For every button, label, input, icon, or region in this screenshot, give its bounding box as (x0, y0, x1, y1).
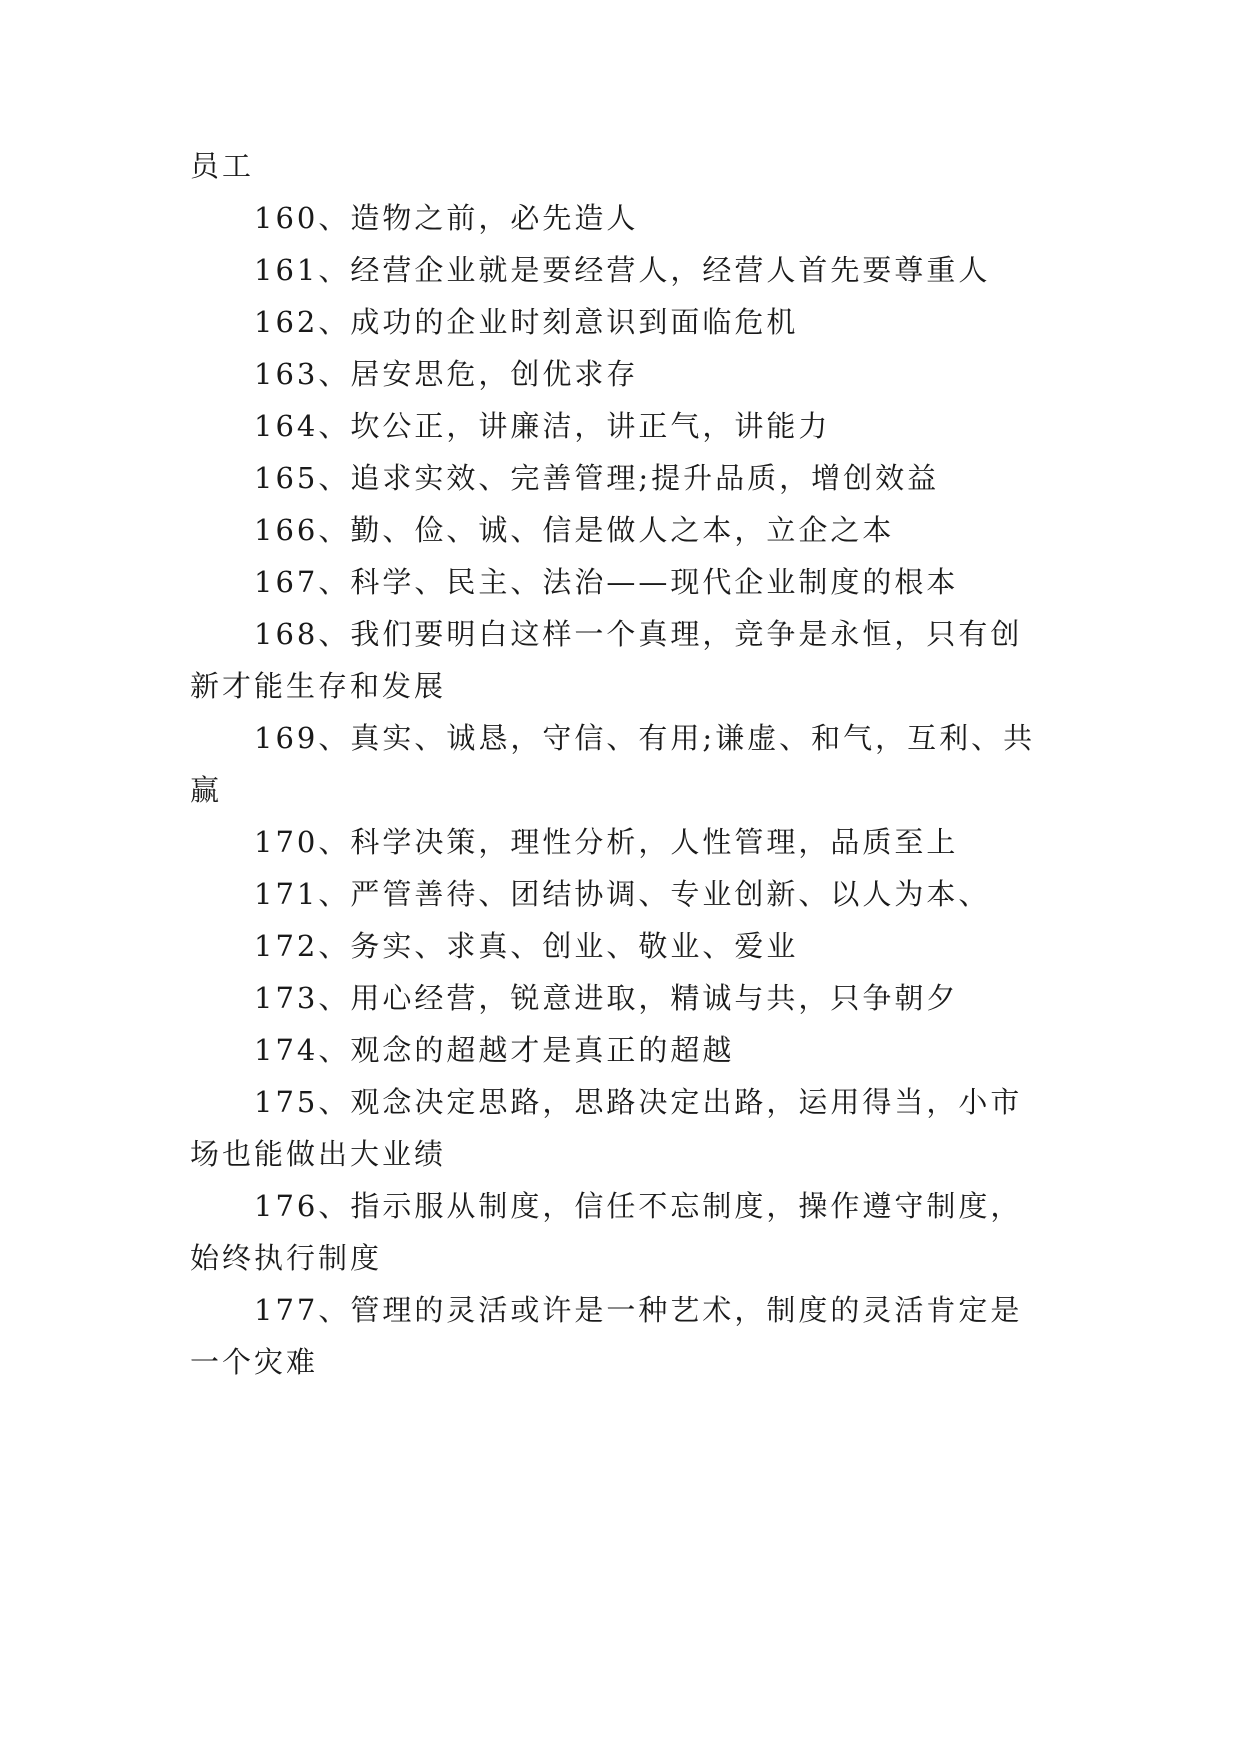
text-line: 176、指示服从制度，信任不忘制度，操作遵守制度， (254, 1189, 1023, 1223)
text-line: 165、追求实效、完善管理;提升品质，增创效益 (254, 461, 940, 495)
text-line: 174、观念的超越才是真正的超越 (254, 1033, 735, 1067)
text-line: 场也能做出大业绩 (190, 1137, 447, 1171)
text-line: 163、居安思危，创优求存 (254, 357, 639, 391)
text-line: 168、我们要明白这样一个真理，竞争是永恒，只有创 (254, 617, 1023, 651)
text-line: 160、造物之前，必先造人 (254, 201, 639, 235)
text-line: 173、用心经营，锐意进取，精诚与共，只争朝夕 (254, 981, 959, 1015)
text-line: 赢 (190, 773, 223, 807)
text-line: 175、观念决定思路，思路决定出路，运用得当，小市 (254, 1085, 1023, 1119)
text-line: 167、科学、民主、法治——现代企业制度的根本 (254, 565, 959, 599)
text-line: 始终执行制度 (190, 1241, 383, 1275)
text-line: 170、科学决策，理性分析，人性管理，品质至上 (254, 825, 959, 859)
text-line: 166、勤、俭、诚、信是做人之本，立企之本 (254, 513, 895, 547)
text-line: 172、务实、求真、创业、敬业、爱业 (254, 929, 799, 963)
text-line: 169、真实、诚恳，守信、有用;谦虚、和气，互利、共 (254, 721, 1036, 755)
text-line: 171、严管善待、团结协调、专业创新、以人为本、 (254, 877, 991, 911)
text-line: 员工 (190, 149, 255, 183)
text-line: 162、成功的企业时刻意识到面临危机 (254, 305, 799, 339)
text-line: 一个灾难 (190, 1345, 319, 1379)
text-line: 161、经营企业就是要经营人，经营人首先要尊重人 (254, 253, 991, 287)
text-line: 新才能生存和发展 (190, 669, 447, 703)
text-line: 177、管理的灵活或许是一种艺术，制度的灵活肯定是 (254, 1293, 1023, 1327)
text-line: 164、坎公正，讲廉洁，讲正气，讲能力 (254, 409, 831, 443)
